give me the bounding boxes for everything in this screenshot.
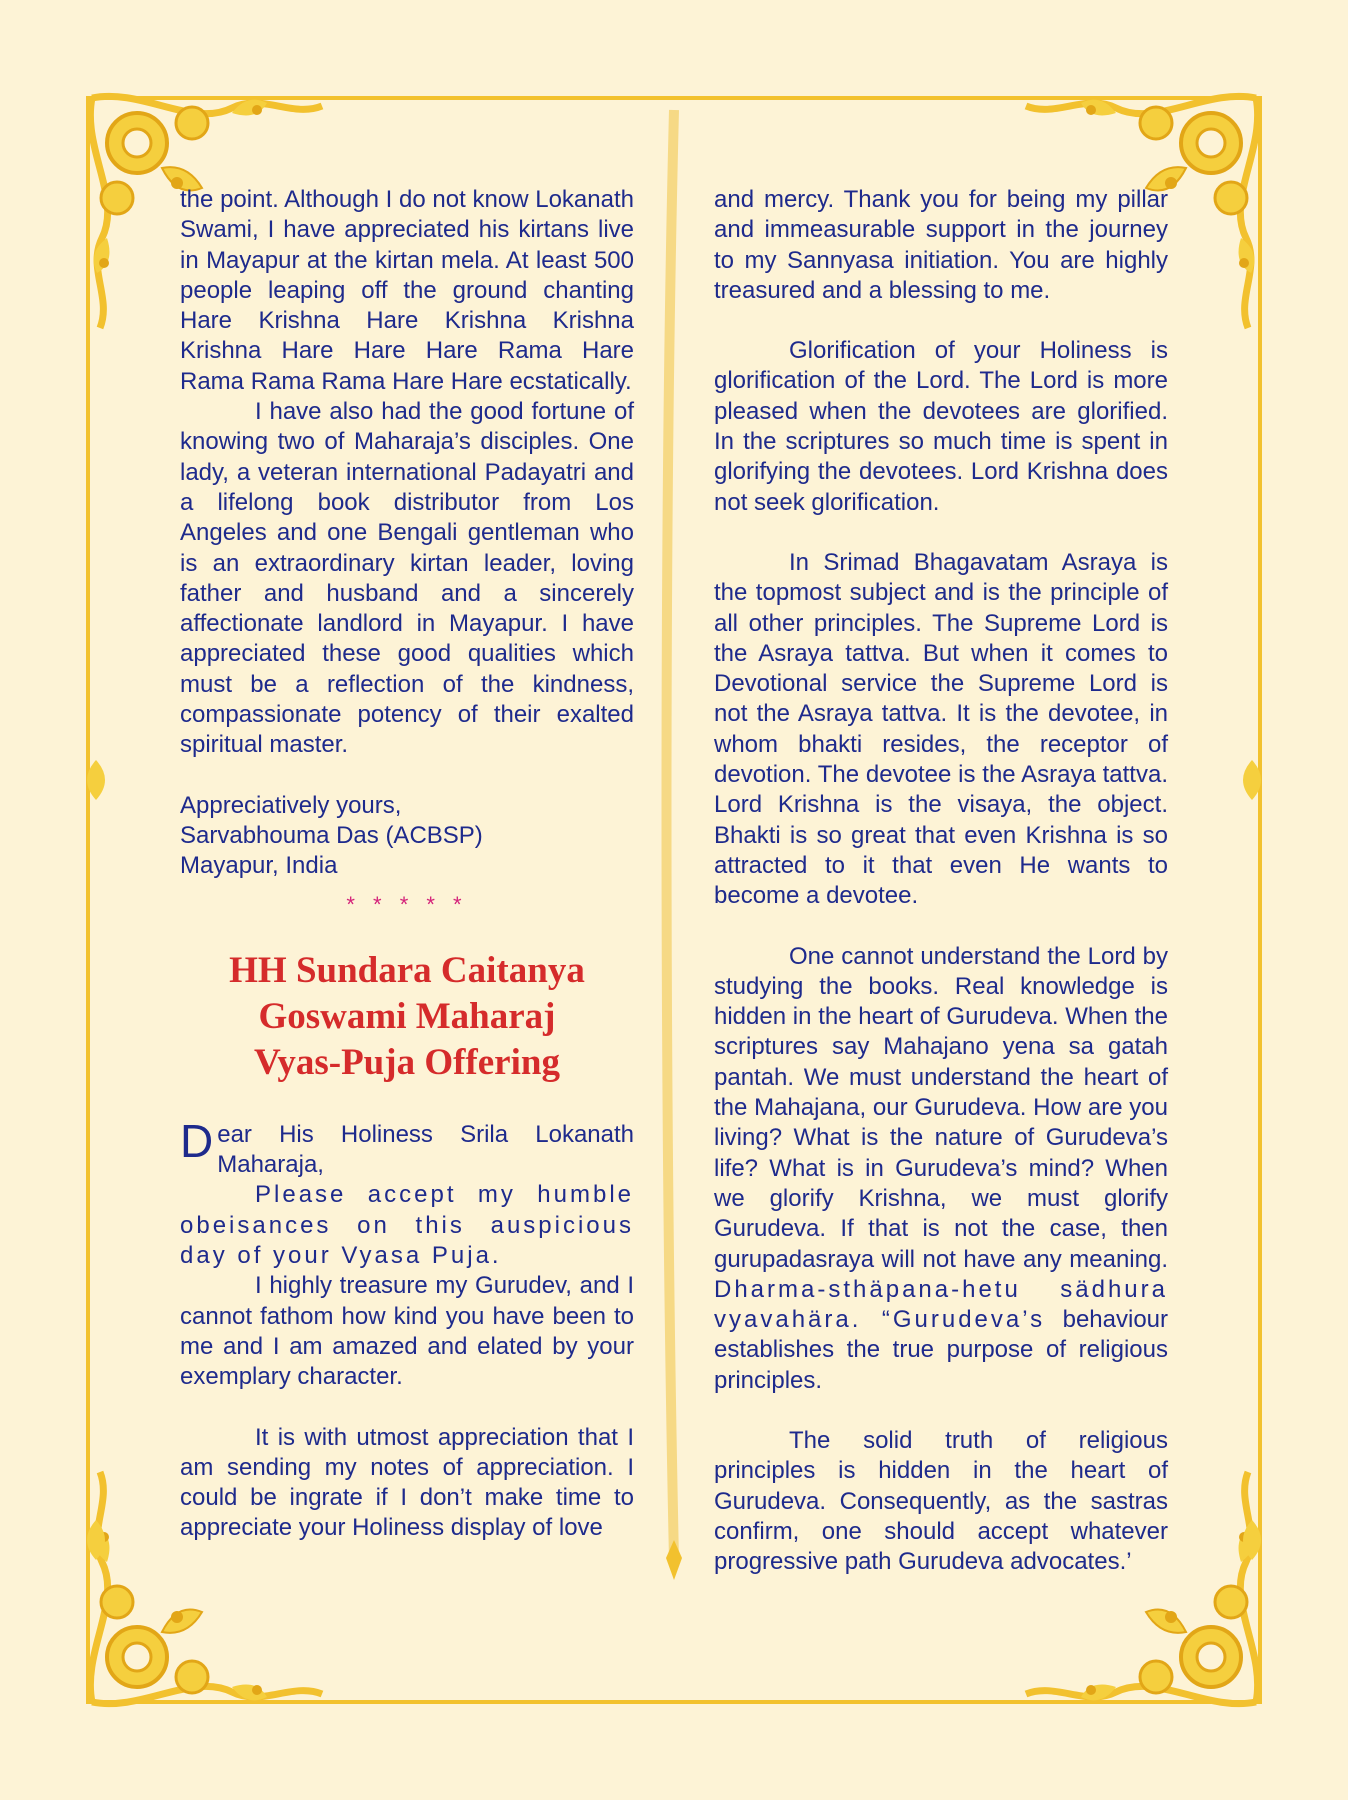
section-heading [180, 948, 634, 1086]
paragraph: Please accept my humble obeisances on this auspicious day of your Vyasa Puja. [180, 1181, 634, 1270]
right-column [714, 185, 1168, 1577]
heading-line: Vyas-Puja Offering [254, 1041, 560, 1083]
salutation-text: ear His Holiness Srila Lokanath Maharaja, [217, 1120, 634, 1179]
signoff: Appreciatively yours, [180, 791, 402, 819]
heading-line: Goswami Maharaj [258, 995, 556, 1037]
section-separator: * * * * * [346, 891, 468, 917]
paragraph: I highly treasure my Gurudev, and I cannot fathom how kind you have been to me and I am amazed and elated by your exemplary character. [180, 1272, 634, 1391]
signature-block [180, 791, 634, 882]
sanskrit-quote: Dharma-sthäpana-hetu sädhura vyavahära. “Gurudeva’s [714, 1275, 1168, 1334]
left-column [180, 185, 634, 1544]
paragraph: and mercy. Thank you for being my pillar and immeasurable support in the journey to my Sannyasa initiation. You are highly treasured and a blessing to me. [714, 186, 1168, 304]
paragraph [714, 942, 1168, 1396]
salutation [180, 1114, 634, 1181]
paragraph-text: behaviour establishes the true purpose of religious principles. [714, 1306, 1169, 1394]
signer-name: Sarvabhouma Das (ACBSP) [180, 821, 483, 849]
paragraph-text: One cannot understand the Lord by studying the books. Real knowledge is hidden in the heart of Gurudeva. When the scriptures say Mahajano yena sa gatah pantah. We must understand the heart of the Mahajana, our Gurudeva. How are you living? What is the nature of Gurudeva’s life? What is in Gurudeva’s mind? When we glorify Krishna, we must glorify Gurudeva. If that is not the case, then gurupadasraya will not have any meaning. [714, 942, 1168, 1273]
drop-cap: D [180, 1114, 214, 1167]
paragraph: I have also had the good fortune of knowing two of Maharaja’s disciples. One lady, a veteran international Padayatri and a lifelong book distributor from Los Angeles and one Bengali gentleman who is an extraordinary kirtan leader, loving father and husband and a sincerely affectionate landlord in Mayapur. I have appreciated these good qualities which must be a reflection of the kindness, compassionate potency of their exalted spiritual master. [180, 398, 634, 759]
paragraph: The solid truth of religious principles is hidden in the heart of Gurudeva. Consequently, as the sastras confirm, one should accept whatever progressive path Gurudeva advocates.’ [714, 1426, 1168, 1576]
signer-location: Mayapur, India [180, 852, 338, 880]
heading-line: HH Sundara Caitanya [229, 949, 585, 991]
paragraph: In Srimad Bhagavatam Asraya is the topmost subject and is the principle of all other principles. The Supreme Lord is the Asraya tattva. But when it comes to Devotional service the Supreme Lord is not the Asraya tattva. It is the devotee, in whom bhakti resides, the receptor of devotion. The devotee is the Asraya tattva. Lord Krishna is the visaya, the object. Bhakti is so great that even Krishna is so attracted to it that even He wants to become a devotee. [714, 548, 1168, 910]
paragraph: the point. Although I do not know Lokanath Swami, I have appreciated his kirtans live in Mayapur at the kirtan mela. At least 500 people leaping off the ground chanting Hare Krishna Hare Krishna Krishna Krishna Hare Hare Hare Rama Hare Rama Rama Rama Hare Hare ecstatically. [180, 186, 634, 395]
paragraph: It is with utmost appreciation that I am sending my notes of appreciation. I could be ingrate if I don’t make time to appreciate your Holiness display of love [180, 1423, 634, 1542]
paragraph: Glorification of your Holiness is glorification of the Lord. The Lord is more pleased when the devotees are glorified. In the scriptures so much time is spent in glorifying the devotees. Lord Krishna does not seek glorification. [714, 337, 1168, 516]
